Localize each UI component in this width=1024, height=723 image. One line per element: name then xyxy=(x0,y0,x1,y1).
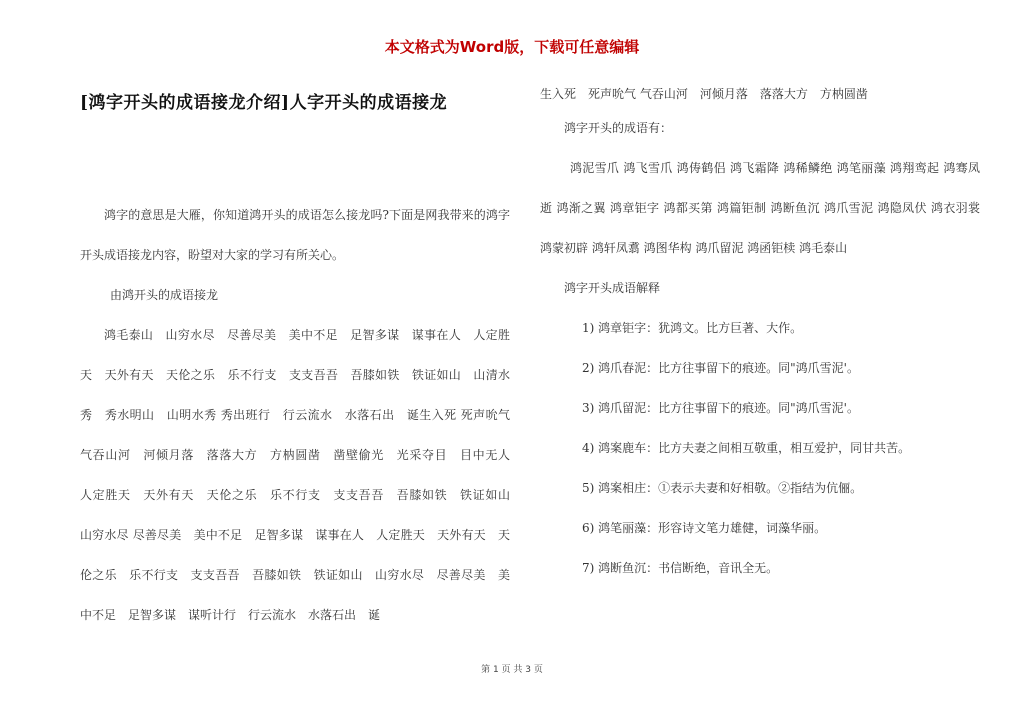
right-column xyxy=(540,80,980,588)
chain-heading: 由鸿开头的成语接龙 xyxy=(110,288,219,302)
chain-continuation: 生入死 死声吮气 气吞山河 河倾月落 落落大方 方枘圆凿 xyxy=(540,87,868,101)
page-number: 第 1 页 共 3 页 xyxy=(481,665,543,675)
explanation-item: 2) 鸿爪春泥：比方往事留下的痕迹。同"鸿爪雪泥'。 xyxy=(582,361,859,375)
explanation-item: 5) 鸿案相庄：①表示夫妻和好相敬。②指结为伉俪。 xyxy=(582,481,863,495)
idioms-heading: 鸿字开头的成语有： xyxy=(564,121,673,135)
idiom-chain-paragraph: 鸿毛泰山 山穷水尽 尽善尽美 美中不足 足智多谋 谋事在人 人定胜天 天外有天 天伦之乐 乐不行支 支支吾吾 吾膝如铁 铁证如山 山清水秀 秀水明山 山明水秀 秀出班行 行云流水 水落石出 诞生入死 死声吮气 气吞山河 河倾月落 落落大方 方枘圆凿 凿壁偷光 光采夺目 目中无人 人定胜天 天外有天 天伦之乐 乐不行支 支支吾吾 吾膝如铁 铁证如山 山穷水尽 尽善尽美 美中不足 足智多谋 谋事在人 人定胜天 天外有天 天伦之乐 乐不行支 支支吾吾 吾膝如铁 铁证如山 山穷水尽 尽善尽美 美中不足 足智多谋 谋听计行 行云流水 水落石出 诞 xyxy=(80,328,523,622)
intro-paragraph: 鸿字的意思是大雁，你知道鸿开头的成语怎么接龙吗?下面是网我带来的鸿字开头成语接龙内容，盼望对大家的学习有所关心。 xyxy=(80,208,510,262)
left-column xyxy=(80,88,523,635)
explanation-item: 6) 鸿笔丽藻：形容诗文笔力雄健，词藻华丽。 xyxy=(582,521,827,535)
explanation-item: 4) 鸿案鹿车：比方夫妻之间相互敬重，相互爱护，同甘共苦。 xyxy=(582,441,911,455)
idioms-list: 鸿泥雪爪 鸿飞雪爪 鸿俦鹤侣 鸿飞霜降 鸿稀鳞绝 鸿笔丽藻 鸿翔鸾起 鸿骞凤逝 鸿渐之翼 鸿章钜字 鸿都买第 鸿篇钜制 鸿断鱼沉 鸿爪雪泥 鸿隐凤伏 鸿衣羽裳 鸿蒙初辟 鸿轩凤翥 鸿图华构 鸿爪留泥 鸿函钜椟 鸿毛泰山 xyxy=(540,161,980,255)
explanation-item: 3) 鸿爪留泥：比方往事留下的痕迹。同"鸿爪雪泥'。 xyxy=(582,401,859,415)
document-title: [鸿字开头的成语接龙介绍]人字开头的成语接龙 xyxy=(80,93,448,113)
explanation-item: 7) 鸿断鱼沉：书信断绝，音讯全无。 xyxy=(582,561,779,575)
explanation-item: 1) 鸿章钜字：犹鸿文。比方巨著、大作。 xyxy=(582,321,803,335)
download-banner: 本文格式为Word版，下载可任意编辑 xyxy=(384,38,640,56)
explanations-heading: 鸿字开头成语解释 xyxy=(564,281,661,295)
